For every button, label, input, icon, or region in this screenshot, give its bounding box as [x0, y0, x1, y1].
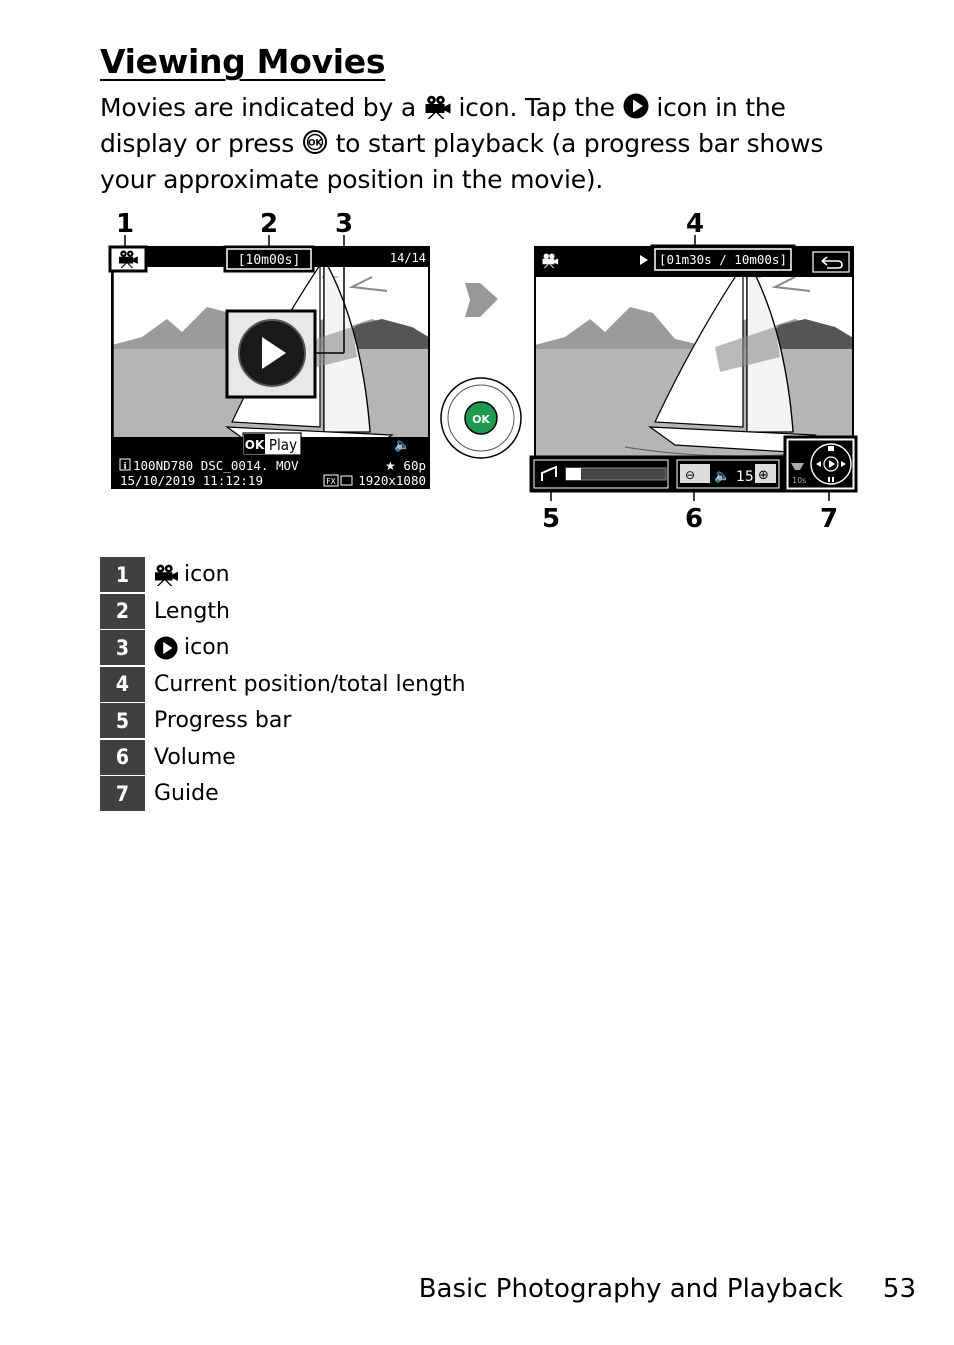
callout-5: 5	[541, 504, 561, 534]
ok-label: OK	[244, 438, 265, 452]
guide-10s-label: 10s	[792, 476, 807, 485]
movie-icon	[424, 95, 451, 119]
multi-selector-ok-button[interactable]	[441, 378, 521, 458]
legend-label: Volume	[154, 744, 236, 770]
ok-button-label: OK	[472, 413, 490, 426]
callout-6: 6	[684, 504, 704, 534]
frame-size: 1920x1080	[358, 473, 426, 488]
left-playback-screen	[110, 247, 432, 488]
current-position-total-length: [01m30s / 10m00s]	[659, 252, 787, 267]
legend-number: 4	[100, 667, 145, 702]
volume-level: 15	[736, 469, 754, 485]
volume-icon: 🔈	[394, 438, 411, 453]
legend-label: Current position/total length	[154, 671, 466, 697]
guide	[785, 437, 856, 491]
play-icon	[623, 93, 649, 119]
folder-file-name: 100ND780 DSC_0014. MOV	[133, 458, 299, 473]
legend-number: 3	[100, 630, 145, 665]
frame-rate: 60p	[403, 458, 426, 473]
intro-text-2: icon. Tap the	[458, 93, 615, 122]
legend-label: Progress bar	[154, 708, 292, 733]
star-icon: ★	[385, 459, 396, 473]
intro-paragraph	[100, 90, 880, 198]
intro-text-4: to start playback (a progress bar shows your approximate position in the movie).	[100, 129, 824, 194]
arrow-right-icon	[465, 283, 498, 317]
intro-text-3: icon in the display or press	[100, 93, 786, 158]
section-title: Basic Photography and Playback	[418, 1274, 843, 1304]
intro-text-1: Movies are indicated by a	[100, 93, 416, 122]
image-count: 14/14	[389, 251, 426, 265]
page-title: Viewing Movies	[100, 42, 386, 81]
legend-label: icon	[184, 635, 230, 660]
legend-number: 6	[100, 740, 145, 775]
play-icon	[154, 636, 178, 660]
volume-control[interactable]	[674, 457, 782, 491]
date-time: 15/10/2019 11:12:19	[120, 473, 263, 488]
legend-label: Length	[154, 598, 230, 624]
legend-label: icon	[184, 562, 230, 587]
ok-button-icon	[302, 129, 328, 155]
callout-2: 2	[259, 209, 279, 239]
callout-3: 3	[334, 209, 354, 239]
callout-7: 7	[819, 504, 839, 534]
page-number: 53	[882, 1274, 916, 1304]
legend-number: 1	[100, 557, 145, 592]
page-footer	[419, 1274, 916, 1304]
progress-bar[interactable]	[531, 457, 671, 491]
play-label: Play	[268, 436, 298, 454]
callout-4: 4	[685, 209, 705, 239]
zoom-out-icon: ⊖	[685, 468, 696, 482]
callout-1: 1	[115, 209, 135, 239]
svg-text:i: i	[123, 462, 127, 472]
fx-label: FX	[326, 477, 336, 486]
legend-number: 5	[100, 703, 145, 738]
legend-label: Guide	[154, 781, 219, 806]
progress-fill	[566, 468, 581, 480]
movie-icon	[154, 564, 178, 586]
zoom-in-icon: ⊕	[758, 468, 769, 483]
volume-icon: 🔈	[714, 469, 731, 484]
movie-length: [10m00s]	[237, 253, 301, 268]
legend-number: 2	[100, 594, 145, 629]
back-button[interactable]	[813, 252, 849, 272]
movie-playback-figure	[100, 205, 860, 535]
legend-number: 7	[100, 776, 145, 811]
